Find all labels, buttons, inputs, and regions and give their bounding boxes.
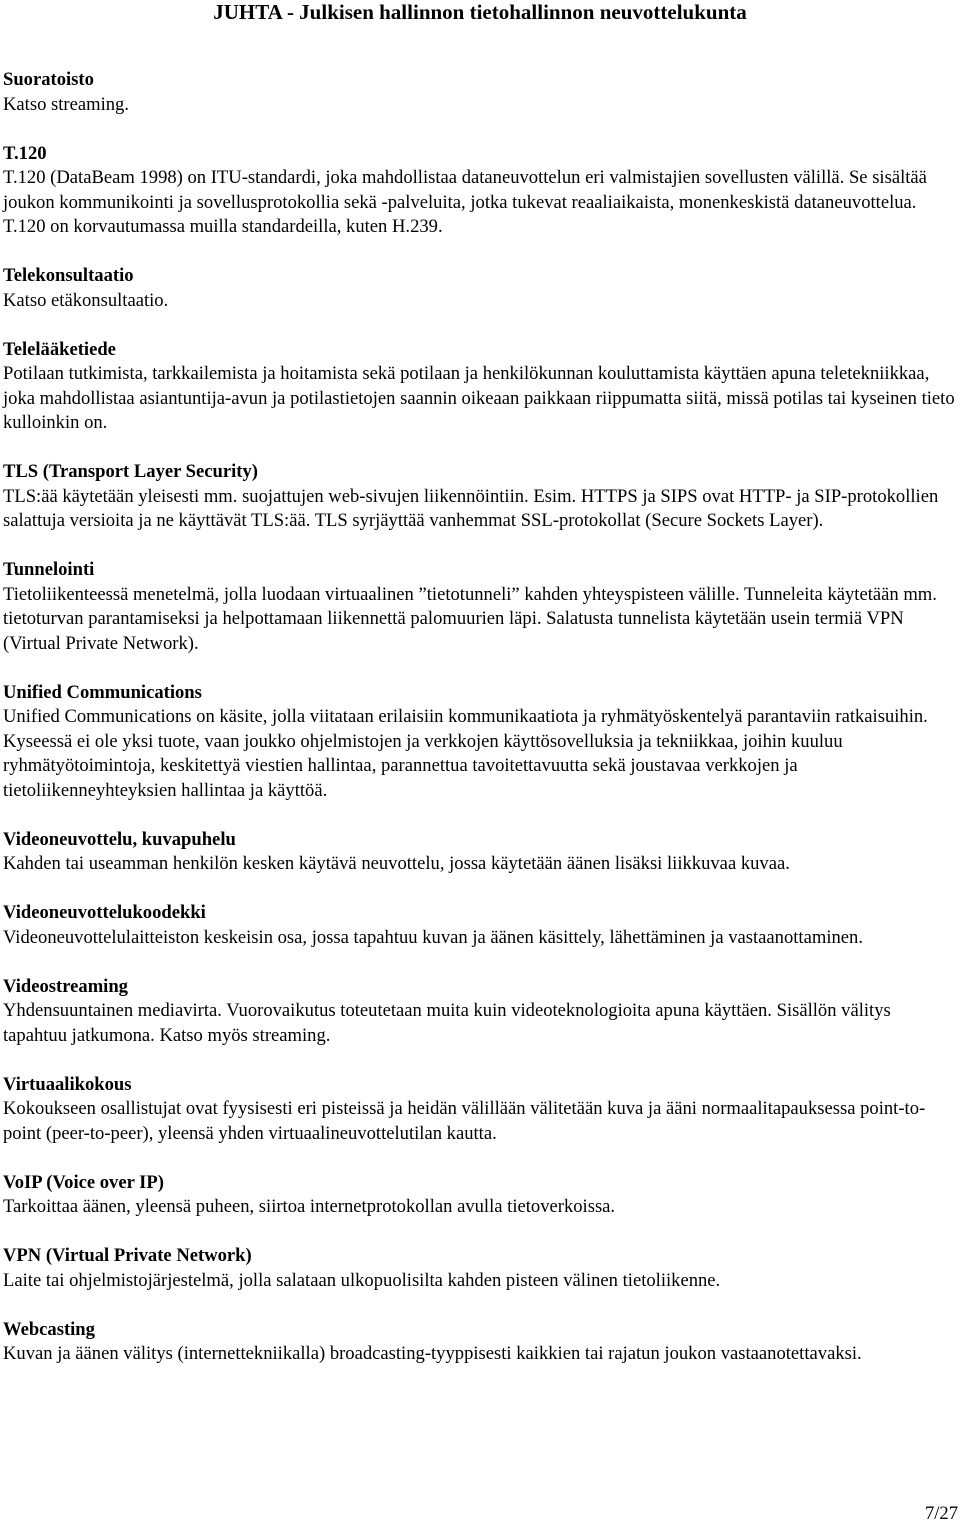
glossary-list [3, 68, 958, 1391]
glossary-definition: Kokoukseen osallistujat ovat fyysisesti eri pisteissä ja heidän välillään välitetään kuva ja ääni normaalitapauksessa point-to-point (peer-to-peer), yleensä yhden virtuaalineuvottelutilan kautta. [3, 1098, 926, 1144]
glossary-term: Virtuaalikokous [3, 1073, 132, 1095]
glossary-term: VPN (Virtual Private Network) [3, 1245, 252, 1266]
glossary-term: TLS (Transport Layer Security) [3, 461, 258, 482]
glossary-definition: Katso streaming. [3, 93, 129, 115]
glossary-definition: Kahden tai useamman henkilön kesken käytävä neuvottelu, jossa käytetään äänen lisäksi liikkuvaa kuvaa. [3, 853, 790, 874]
glossary-term: Webcasting [3, 1318, 95, 1340]
glossary-entry [3, 681, 958, 804]
glossary-entry [3, 460, 958, 534]
glossary-entry [3, 1244, 958, 1293]
glossary-entry [3, 338, 958, 436]
glossary-entry [3, 264, 958, 313]
glossary-term: Telelääketiede [3, 338, 116, 360]
glossary-definition: Unified Communications on käsite, jolla viitataan erilaisiin kommunikaatiota ja ryhmätyöskentelyä parantaviin ratkaisuihin. Kyseessä ei ole yksi tuote, vaan joukko ohjelmistojen ja verkkojen käyttösovelluksia ja tekniikkaa, joihin kuuluu ryhmätyötoimintoja, keskitettyä viestien hallintaa, parannettua tavoitettavuutta sekä joustavaa verkkojen ja tietoliikenneyhteyksien hallintaa ja käyttöä. [3, 706, 928, 801]
page-header-title: JUHTA - Julkisen hallinnon tietohallinnon neuvottelukunta [213, 0, 747, 24]
glossary-entry [3, 142, 958, 240]
glossary-entry [3, 68, 958, 117]
glossary-entry [3, 558, 958, 656]
glossary-term: Telekonsultaatio [3, 265, 134, 286]
glossary-definition: Laite tai ohjelmistojärjestelmä, jolla salataan ulkopuolisilta kahden pisteen välinen tietoliikenne. [3, 1269, 721, 1291]
glossary-term: Tunnelointi [3, 559, 95, 580]
glossary-definition: Katso etäkonsultaatio. [3, 289, 169, 311]
glossary-entry [3, 1073, 958, 1147]
glossary-term: Suoratoisto [3, 69, 94, 90]
glossary-term: Videoneuvottelukoodekki [3, 902, 206, 923]
page-number: 7/27 [924, 1503, 958, 1524]
glossary-definition: Yhdensuuntainen mediavirta. Vuorovaikutus toteutetaan muita kuin videoteknologioita apuna käyttäen. Sisällön välitys tapahtuu jatkumona. Katso myös streaming. [3, 1000, 891, 1046]
glossary-definition: T.120 (DataBeam 1998) on ITU-standardi, joka mahdollistaa dataneuvottelun eri valmistajien sovellusten välillä. Se sisältää joukon kommunikointi ja sovellusprotokollia sekä -palveluita, jotka tukevat reaaliaikaista, monenkeskistä dataneuvottelua. T.120 on korvautumassa muilla standardeilla, kuten H.239. [3, 167, 927, 237]
glossary-term: T.120 [3, 142, 47, 164]
glossary-definition: Potilaan tutkimista, tarkkailemista ja hoitamista sekä potilaan ja henkilökunnan kouluttamista käyttäen apuna teletekniikkaa, joka mahdollistaa asiantuntija-avun ja potilastietojen saannin oikeaan paikkaan riippumatta siitä, missä potilas tai kyseinen tieto kulloinkin on. [3, 363, 955, 433]
glossary-entry [3, 828, 958, 877]
glossary-definition: TLS:ää käytetään yleisesti mm. suojattujen web-sivujen liikennöintiin. Esim. HTTPS ja SIPS ovat HTTP- ja SIP-protokollien salattuja versioita ja ne käyttävät TLS:ää. TLS syrjäyttää vanhemmat SSL-protokollat (Secure Sockets Layer). [3, 485, 939, 531]
glossary-entry [3, 1171, 958, 1220]
glossary-entry [3, 975, 958, 1049]
glossary-definition: Videoneuvottelulaitteiston keskeisin osa, jossa tapahtuu kuvan ja äänen käsittely, lähettäminen ja vastaanottaminen. [3, 926, 863, 948]
glossary-term: Videoneuvottelu, kuvapuhelu [3, 828, 236, 850]
glossary-definition: Kuvan ja äänen välitys (internettekniikalla) broadcasting-tyyppisesti kaikkien tai rajatun joukon vastaanotettavaksi. [3, 1343, 862, 1364]
glossary-term: Unified Communications [3, 681, 202, 703]
glossary-definition: Tarkoittaa äänen, yleensä puheen, siirtoa internetprotokollan avulla tietoverkoissa. [3, 1196, 616, 1217]
glossary-entry [3, 1318, 958, 1367]
glossary-term: Videostreaming [3, 975, 128, 997]
glossary-term: VoIP (Voice over IP) [3, 1171, 164, 1193]
glossary-entry [3, 901, 958, 950]
glossary-definition: Tietoliikenteessä menetelmä, jolla luodaan virtuaalinen ”tietotunneli” kahden yhteyspisteen välille. Tunneleita käytetään mm. tietoturvan parantamiseksi ja helpottamaan liikennettä palomuurien läpi. Salatusta tunnelista käytetään usein termiä VPN (Virtual Private Network). [3, 583, 937, 654]
